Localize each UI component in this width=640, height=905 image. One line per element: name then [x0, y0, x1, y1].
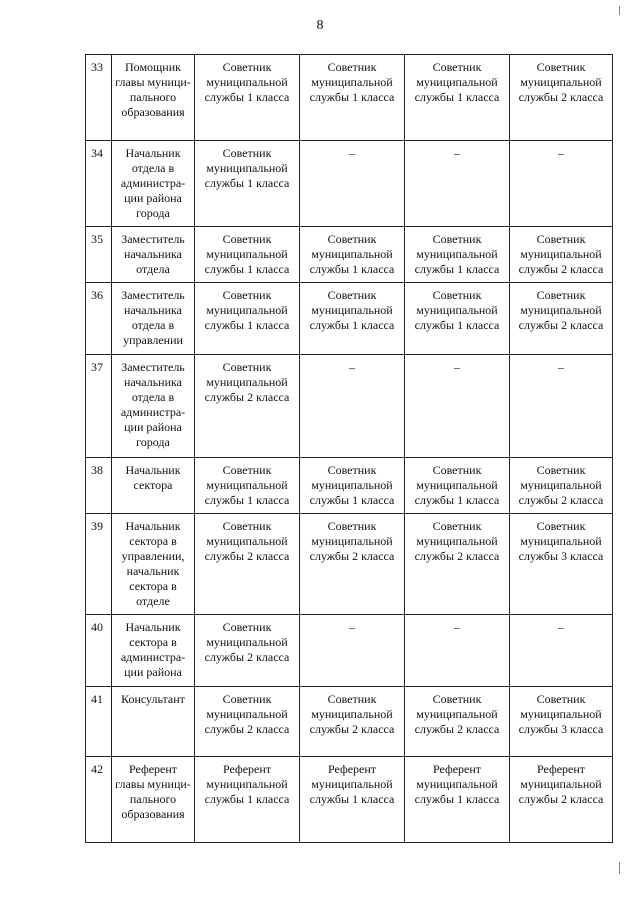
class-cell-group-3: –	[405, 141, 510, 227]
class-cell-group-1: Советник муниципальной службы 2 класса	[195, 514, 300, 615]
class-cell-group-1: Советник муниципальной службы 1 класса	[195, 458, 300, 514]
class-cell-group-3: –	[405, 355, 510, 458]
class-cell-group-1: Советник муниципальной службы 1 класса	[195, 227, 300, 283]
class-cell-group-2: –	[300, 355, 405, 458]
class-cell-group-2: Советник муниципальной службы 1 класса	[300, 227, 405, 283]
class-cell-group-3: Советник муниципальной службы 2 класса	[405, 687, 510, 757]
class-cell-group-4: Советник муниципальной службы 3 класса	[510, 514, 613, 615]
table-row	[86, 615, 613, 687]
class-cell-group-2: Советник муниципальной службы 1 класса	[300, 458, 405, 514]
row-number: 35	[86, 227, 112, 283]
class-cell-group-1: Советник муниципальной службы 1 класса	[195, 141, 300, 227]
row-number: 37	[86, 355, 112, 458]
class-cell-group-1: Советник муниципальной службы 2 класса	[195, 615, 300, 687]
class-cell-group-3: –	[405, 615, 510, 687]
class-cell-group-2: Советник муниципальной службы 1 класса	[300, 55, 405, 141]
class-cell-group-4: Советник муниципальной службы 2 класса	[510, 458, 613, 514]
class-cell-group-1: Советник муниципальной службы 1 класса	[195, 55, 300, 141]
class-cell-group-3: Советник муниципальной службы 1 класса	[405, 55, 510, 141]
row-number: 42	[86, 757, 112, 843]
class-cell-group-3: Советник муниципальной службы 1 класса	[405, 458, 510, 514]
class-cell-group-4: Советник муниципальной службы 2 класса	[510, 227, 613, 283]
table-row	[86, 458, 613, 514]
position-title: Начальник сектора в администра-ции района	[112, 615, 195, 687]
position-class-table	[85, 54, 613, 843]
class-cell-group-3: Советник муниципальной службы 2 класса	[405, 514, 510, 615]
scan-mark	[619, 6, 620, 15]
position-title: Помощник главы муници-пального образования	[112, 55, 195, 141]
page-number: 8	[316, 18, 324, 33]
class-cell-group-4: –	[510, 355, 613, 458]
table-row	[86, 514, 613, 615]
class-cell-group-2: Советник муниципальной службы 2 класса	[300, 687, 405, 757]
class-cell-group-4: Советник муниципальной службы 2 класса	[510, 283, 613, 355]
position-title: Заместитель начальника отдела в управлении	[112, 283, 195, 355]
position-title: Заместитель начальника отдела в администра-ции района города	[112, 355, 195, 458]
table-row	[86, 757, 613, 843]
class-cell-group-4: Референт муниципальной службы 2 класса	[510, 757, 613, 843]
row-number: 40	[86, 615, 112, 687]
class-cell-group-1: Советник муниципальной службы 2 класса	[195, 687, 300, 757]
class-cell-group-2: Референт муниципальной службы 1 класса	[300, 757, 405, 843]
position-title: Референт главы муници-пального образования	[112, 757, 195, 843]
class-cell-group-1: Советник муниципальной службы 1 класса	[195, 283, 300, 355]
class-cell-group-4: –	[510, 141, 613, 227]
position-title: Начальник сектора в управлении, начальник сектора в отделе	[112, 514, 195, 615]
class-cell-group-3: Советник муниципальной службы 1 класса	[405, 283, 510, 355]
class-cell-group-4: Советник муниципальной службы 3 класса	[510, 687, 613, 757]
class-cell-group-1: Советник муниципальной службы 2 класса	[195, 355, 300, 458]
table-row	[86, 227, 613, 283]
table-row	[86, 55, 613, 141]
class-cell-group-2: –	[300, 141, 405, 227]
position-title: Начальник сектора	[112, 458, 195, 514]
row-number: 41	[86, 687, 112, 757]
row-number: 36	[86, 283, 112, 355]
row-number: 34	[86, 141, 112, 227]
table-row	[86, 355, 613, 458]
table-row	[86, 687, 613, 757]
class-cell-group-4: –	[510, 615, 613, 687]
table-row	[86, 141, 613, 227]
table-row	[86, 283, 613, 355]
class-cell-group-2: Советник муниципальной службы 2 класса	[300, 514, 405, 615]
position-title: Начальник отдела в администра-ции района города	[112, 141, 195, 227]
row-number: 38	[86, 458, 112, 514]
row-number: 39	[86, 514, 112, 615]
class-cell-group-2: –	[300, 615, 405, 687]
position-title: Заместитель начальника отдела	[112, 227, 195, 283]
row-number: 33	[86, 55, 112, 141]
class-cell-group-3: Референт муниципальной службы 1 класса	[405, 757, 510, 843]
position-title: Консультант	[112, 687, 195, 757]
class-cell-group-2: Советник муниципальной службы 1 класса	[300, 283, 405, 355]
class-cell-group-3: Советник муниципальной службы 1 класса	[405, 227, 510, 283]
class-cell-group-1: Референт муниципальной службы 1 класса	[195, 757, 300, 843]
table-body	[86, 55, 613, 843]
class-cell-group-4: Советник муниципальной службы 2 класса	[510, 55, 613, 141]
scan-mark	[619, 862, 620, 874]
